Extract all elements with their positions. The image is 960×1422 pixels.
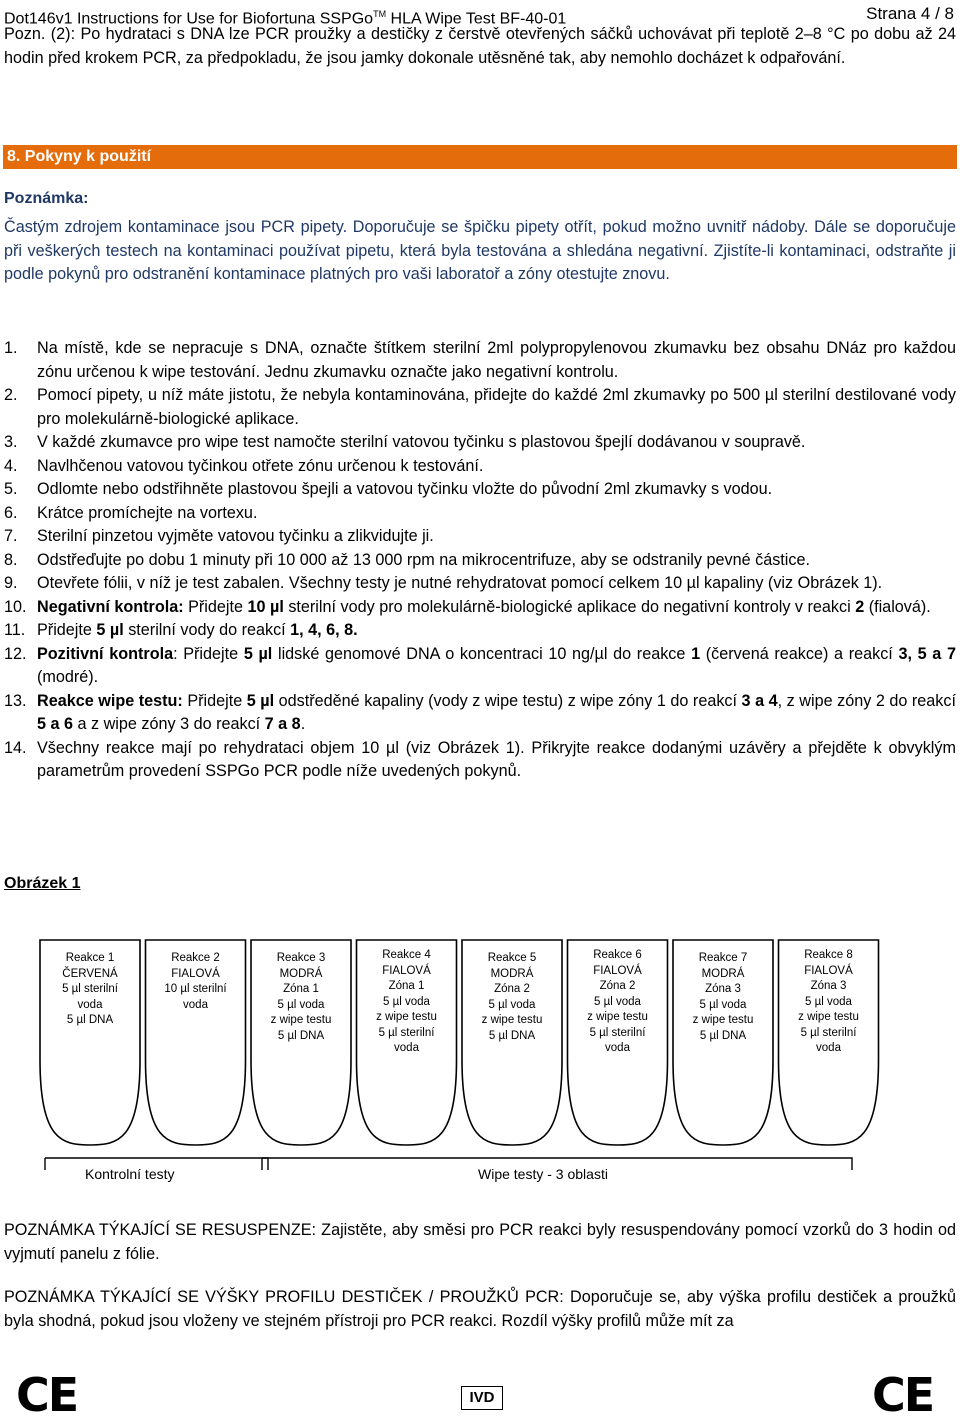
tube-label-line: Zóna 3 <box>810 980 847 992</box>
step-bold: 10 µl <box>247 597 284 616</box>
tube-label-line: MODRÁ <box>279 967 323 980</box>
ivd-mark: IVD <box>461 1386 503 1410</box>
step-number: 9. <box>4 574 18 592</box>
step-text: sterilní vody do reakcí <box>123 621 291 639</box>
step-text: Krátce promíchejte na vortexu. <box>37 503 258 522</box>
tube-label-line: FIALOVÁ <box>593 964 642 977</box>
step-text: lidské genomové DNA o koncentraci 10 ng/µl do reakce <box>272 644 692 663</box>
step-text: sterilní vody pro molekulárně-biologické aplikace do negativní kontroly v reakci <box>283 597 856 616</box>
step-bold: 3, 5 a 7 <box>898 644 956 663</box>
tube-label-line: 5 µl DNA <box>66 1014 114 1026</box>
tube-label-line: 5 µl DNA <box>277 1029 325 1042</box>
tube-label-line: 5 µl sterilní <box>62 983 118 995</box>
list-item <box>4 619 956 643</box>
tube-label-line: z wipe testu <box>798 1011 859 1023</box>
tube-label-line: Zóna 3 <box>705 983 741 995</box>
label-wipe-tests: Wipe testy - 3 oblasti <box>478 1166 608 1182</box>
doc-id: Dot146v1 Instructions for Use for Biofortuna SSPGo <box>4 10 374 28</box>
tube-label-line: Reakce 7 <box>698 952 748 964</box>
step-bold: 5 a 6 <box>37 715 74 733</box>
tube-label-line: 5 µl voda <box>277 998 325 1011</box>
step-number: 2. <box>4 386 18 404</box>
step-number: 1. <box>4 339 18 357</box>
step-text: Otevřete fólii, v níž je test zabalen. Všechny testy je nutné rehydratovat pomocí celkem 10 µl kapaliny (viz Obrázek 1). <box>37 574 883 592</box>
list-item <box>4 431 956 455</box>
tube-label-4 <box>359 948 455 1057</box>
note-rest: Dále se doporučuje při veškerých testech na kontaminaci používat pipetu, která byla testována a shledána negativní. Zjistíte-li kontaminaci, odstraňte ji podle pokynů pro odstranění kontaminace platných pro vaši laboratoř a zóny otestujte znovu. <box>4 218 956 283</box>
tube-label-line: FIALOVÁ <box>382 964 431 977</box>
list-item <box>4 643 956 690</box>
tube-label-line: Reakce 2 <box>171 952 220 964</box>
tube-label-line: 5 µl sterilní <box>378 1026 435 1039</box>
tube-label-line: Zóna 1 <box>283 983 319 995</box>
tube-label-line: 5 µl sterilní <box>800 1026 857 1039</box>
tube-label-line: Reakce 6 <box>593 949 642 961</box>
list-item <box>4 455 956 479</box>
tube-label-line: voda <box>605 1042 630 1054</box>
tube-label-line: FIALOVÁ <box>171 967 220 980</box>
intro-note: Pozn. (2): Po hydrataci s DNA lze PCR proužky a destičky z čerstvě otevřených sáčků uchovávat při teplotě 2–8 °C po dobu až 24 hodin před krokem PCR, za předpokladu, že jsou jamky dokonale utěsněné tak, aby nemohlo docházet k odpařování. <box>4 25 956 67</box>
tube-label-line: 10 µl sterilní <box>164 983 227 995</box>
tube-label-line: voda <box>394 1042 419 1054</box>
step-text: Přidejte <box>37 621 97 639</box>
list-item <box>4 596 956 620</box>
tube-label-line: 5 µl voda <box>805 995 852 1008</box>
step-text: odstředěné kapaliny (vody z wipe testu) z wipe zóny 1 do reakcí <box>274 691 742 710</box>
step-bold: Pozitivní kontrola <box>37 644 174 663</box>
tube-label-line: 5 µl DNA <box>699 1029 747 1042</box>
tube-label-line: Zóna 2 <box>494 983 530 995</box>
step-bold: 7 a 8 <box>264 715 301 733</box>
tube-label-5 <box>464 951 560 1044</box>
step-text: (modré). <box>37 668 99 686</box>
step-text: V každé zkumavce pro wipe test namočte sterilní vatovou tyčinku s plastovou špejlí dodávanou v soupravě. <box>37 433 806 451</box>
step-text: , z wipe zóny 2 do reakcí <box>777 691 956 710</box>
tube-label-line: voda <box>77 998 103 1011</box>
tube-label-line: Reakce 5 <box>487 952 537 964</box>
step-bold: 5 µl <box>96 621 124 639</box>
figure-title: Obrázek 1 <box>4 875 81 892</box>
tube-label-line: 5 µl voda <box>383 995 430 1008</box>
tube-label-line: z wipe testu <box>376 1011 437 1023</box>
tube-label-line: z wipe testu <box>270 1014 332 1026</box>
tube-label-line: Reakce 4 <box>382 949 431 961</box>
step-text: : Přidejte <box>173 644 244 663</box>
trademark: TM <box>373 9 387 19</box>
tube-label-line: ČERVENÁ <box>62 967 118 980</box>
step-number: 8. <box>4 550 18 569</box>
list-item <box>4 384 956 431</box>
ce-mark-right: CE <box>872 1368 934 1422</box>
tube-label-line: z wipe testu <box>692 1014 754 1026</box>
step-number: 11. <box>4 621 26 639</box>
tube-label-line: voda <box>816 1042 841 1054</box>
step-bold: 5 µl <box>243 644 273 663</box>
list-item <box>4 337 956 384</box>
step-text: Odlomte nebo odstřihněte plastovou špejli a vatovou tyčinku vložte do původní 2ml zkumavky s vodou. <box>37 480 773 498</box>
step-bold: 1, 4, 6, 8. <box>290 621 358 639</box>
tube-label-3 <box>253 951 349 1044</box>
list-item <box>4 525 956 549</box>
tube-label-line: MODRÁ <box>490 967 534 980</box>
tube-label-6 <box>570 948 666 1057</box>
tube-label-line: z wipe testu <box>587 1011 648 1023</box>
steps-list <box>4 337 956 784</box>
step-text: Navlhčenou vatovou tyčinkou otřete zónu určenou k testování. <box>37 456 484 475</box>
step-number: 14. <box>4 738 27 757</box>
tube-label-7 <box>675 951 771 1044</box>
step-bold: 5 µl <box>246 691 275 710</box>
tube-label-line: Reakce 1 <box>65 952 115 964</box>
step-bold: 2 <box>855 597 865 616</box>
list-item <box>4 737 956 784</box>
doc-id-rest: HLA Wipe Test BF-40-01 <box>386 10 567 28</box>
tube-label-line: Reakce 3 <box>276 952 326 964</box>
step-number: 6. <box>4 503 18 522</box>
list-item <box>4 502 956 526</box>
step-text: Přidejte <box>183 597 248 616</box>
step-text: (červená reakce) a reakcí <box>700 644 899 663</box>
step-bold: Reakce wipe testu: <box>37 691 183 710</box>
step-number: 5. <box>4 480 18 498</box>
step-number: 3. <box>4 433 18 451</box>
step-number: 13. <box>4 691 27 710</box>
ce-mark-left: CE <box>16 1368 78 1422</box>
list-item <box>4 572 956 596</box>
tube-label-2 <box>148 951 244 1013</box>
step-number: 4. <box>4 456 18 475</box>
step-text: . <box>300 715 306 733</box>
note-resuspension: POZNÁMKA TÝKAJÍCÍ SE RESUSPENZE: Zajistěte, aby směsi pro PCR reakci byly resuspendovány pomocí vzorků do 3 hodin od vyjmutí panelu z fólie. <box>4 1221 956 1263</box>
step-bold: 1 <box>691 644 701 663</box>
list-item <box>4 478 956 502</box>
step-text: Na místě, kde se nepracuje s DNA, označte štítkem sterilní 2ml polypropylenovou zkumavku bez obsahu DNáz pro každou zónu určenou k wipe testování. Jednu zkumavku označte jako negativní kontrolu. <box>37 339 956 381</box>
tube-label-line: 5 µl sterilní <box>589 1026 646 1039</box>
label-control-tests: Kontrolní testy <box>85 1166 175 1182</box>
note-profile: POZNÁMKA TÝKAJÍCÍ SE VÝŠKY PROFILU DESTIČEK / PROUŽKŮ PCR: Doporučuje se, aby výška profilu destiček a proužků byla shodná, pokud jsou vloženy ve stejném přístroji pro PCR reakci. Rozdíl výšky profilů může mít za <box>4 1288 956 1330</box>
step-text: Přidejte <box>182 691 247 710</box>
tube-label-line: 5 µl voda <box>594 995 641 1008</box>
tube-label-line: Zóna 2 <box>599 980 636 992</box>
note-body <box>4 216 956 287</box>
step-text: a z wipe zóny 3 do reakcí <box>73 715 265 733</box>
step-text: Všechny reakce mají po rehydrataci objem 10 µl (viz Obrázek 1). Přikryjte reakce dodanými uzávěry a přejděte k obvyklým parametrům provedení SSPGo PCR podle níže uvedených pokynů. <box>37 738 956 780</box>
tube-label-line: MODRÁ <box>701 967 745 980</box>
step-bold: 3 a 4 <box>741 691 778 710</box>
tube-label-line: 5 µl DNA <box>488 1029 536 1042</box>
step-text: (fialová). <box>864 597 931 616</box>
list-item <box>4 690 956 737</box>
step-number: 7. <box>4 527 18 545</box>
note-line1: Častým zdrojem kontaminace jsou PCR pipety. Doporučuje se špičku pipety otřít, pokud možno uvnitř nádoby. <box>4 218 809 236</box>
step-text: Pomocí pipety, u níž máte jistotu, že nebyla kontaminována, přidejte do každé 2ml zkumavky po 500 µl sterilní destilované vody pro molekulárně-biologické aplikace. <box>37 386 956 428</box>
tube-label-line: 5 µl voda <box>699 998 747 1011</box>
note-title: Poznámka: <box>4 190 89 207</box>
tube-label-line: 5 µl voda <box>488 998 536 1011</box>
step-number: 10. <box>4 597 27 616</box>
tube-label-line: Reakce 8 <box>804 949 853 961</box>
step-text: Sterilní pinzetou vyjměte vatovou tyčinku a zlikvidujte ji. <box>37 527 434 545</box>
list-item <box>4 549 956 573</box>
section-title: 8. Pokyny k použití <box>3 145 957 169</box>
step-bold: Negativní kontrola: <box>37 597 184 616</box>
page-number: Strana 4 / 8 <box>866 4 954 23</box>
step-text: Odstřeďujte po dobu 1 minuty při 10 000 až 13 000 rpm na mikrocentrifuze, aby se odstranily pevné částice. <box>37 550 810 569</box>
step-number: 12. <box>4 644 27 663</box>
tube-label-line: z wipe testu <box>481 1014 543 1026</box>
tube-label-1 <box>42 951 138 1029</box>
tube-label-line: Zóna 1 <box>388 980 425 992</box>
tube-label-line: voda <box>183 998 208 1011</box>
tube-label-line: FIALOVÁ <box>804 964 853 977</box>
tube-label-8 <box>781 948 877 1057</box>
